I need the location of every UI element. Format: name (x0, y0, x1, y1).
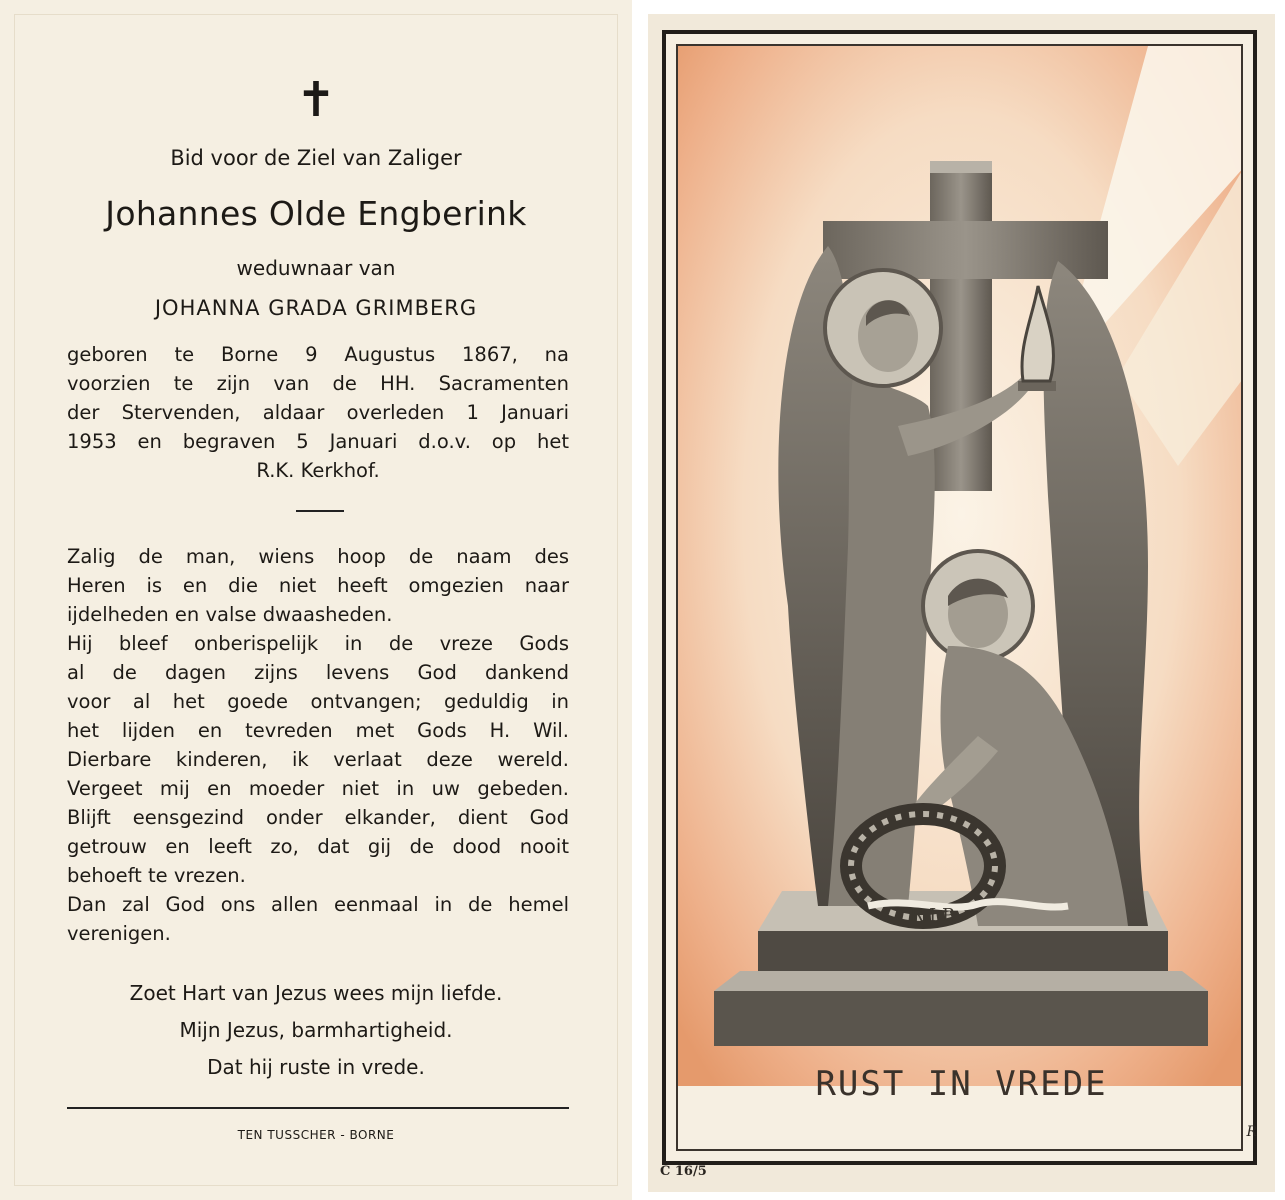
bio-line: der Stervenden, aldaar overleden 1 Januari (67, 401, 569, 424)
catalog-number: C 16/5 (660, 1164, 707, 1179)
printer-credit: TEN TUSSCHER - BORNE (237, 1128, 395, 1142)
divider-long (67, 1107, 569, 1109)
psalm-line: Blijft eensgezind onder elkander, dient God (67, 806, 569, 829)
illustration-inner-frame (676, 44, 1243, 1151)
plinth-step (758, 931, 1168, 971)
psalm-line: voor al het goede ontvangen; geduldig in (67, 690, 569, 713)
psalm-line: het lijden en tevreden met Gods H. Wil. (67, 719, 569, 742)
psalm-line: getrouw en leeft zo, dat gij de dood nooit (67, 835, 569, 858)
psalm-text (67, 542, 569, 948)
psalm-line: Vergeet mij en moeder niet in uw gebeden. (67, 777, 569, 800)
artist-monogram: R (1246, 1124, 1257, 1140)
cross-top-highlight (930, 161, 992, 173)
intro-line: Bid voor de Ziel van Zaliger (170, 146, 462, 170)
psalm-line: Dierbare kinderen, ik verlaat deze wereld. (67, 748, 569, 771)
prayer-line: Mijn Jezus, barmhartigheid. (179, 1018, 453, 1042)
psalm-line: Zalig de man, wiens hoop de naam des (67, 545, 569, 568)
cross-icon: ✝ (295, 72, 337, 128)
psalm-line: Heren is en die niet heeft omgezien naar (67, 574, 569, 597)
plinth-base-top (714, 971, 1208, 991)
psalm-line: al de dagen zijns levens God dankend (67, 661, 569, 684)
widower-line: weduwnaar van (236, 256, 396, 280)
memorial-card-image-side (648, 14, 1275, 1192)
angels-cross-illustration (678, 46, 1243, 1151)
psalm-line: verenigen. (67, 922, 171, 945)
divider-short (296, 510, 344, 512)
psalm-line: Hij bleef onberispelijk in de vreze Gods (67, 632, 569, 655)
biography (67, 340, 569, 485)
memorial-card-text-side (0, 0, 632, 1200)
psalm-line: behoeft te vrezen. (67, 864, 246, 887)
illustration-frame (662, 30, 1257, 1165)
rest-in-peace-caption: RUST IN VREDE (815, 1064, 1108, 1104)
bio-line: 1953 en begraven 5 Januari d.o.v. op het (67, 430, 569, 453)
spouse-name: JOHANNA GRADA GRIMBERG (154, 296, 478, 320)
deceased-name: Johannes Olde Engberink (105, 194, 527, 233)
bio-line: voorzien te zijn van de HH. Sacramenten (67, 372, 569, 395)
prayer-line: Zoet Hart van Jezus wees mijn liefde. (129, 981, 503, 1005)
plinth-base (714, 991, 1208, 1046)
bio-line: R.K. Kerkhof. (256, 459, 380, 482)
bio-line: geboren te Borne 9 Augustus 1867, na (67, 343, 569, 366)
psalm-line: ijdelheden en valse dwaasheden. (67, 603, 393, 626)
psalm-line: Dan zal God ons allen eenmaal in de hemel (67, 893, 569, 916)
prayer-line: Dat hij ruste in vrede. (207, 1055, 425, 1079)
plinth-inscription: R.I.P. (909, 905, 957, 926)
